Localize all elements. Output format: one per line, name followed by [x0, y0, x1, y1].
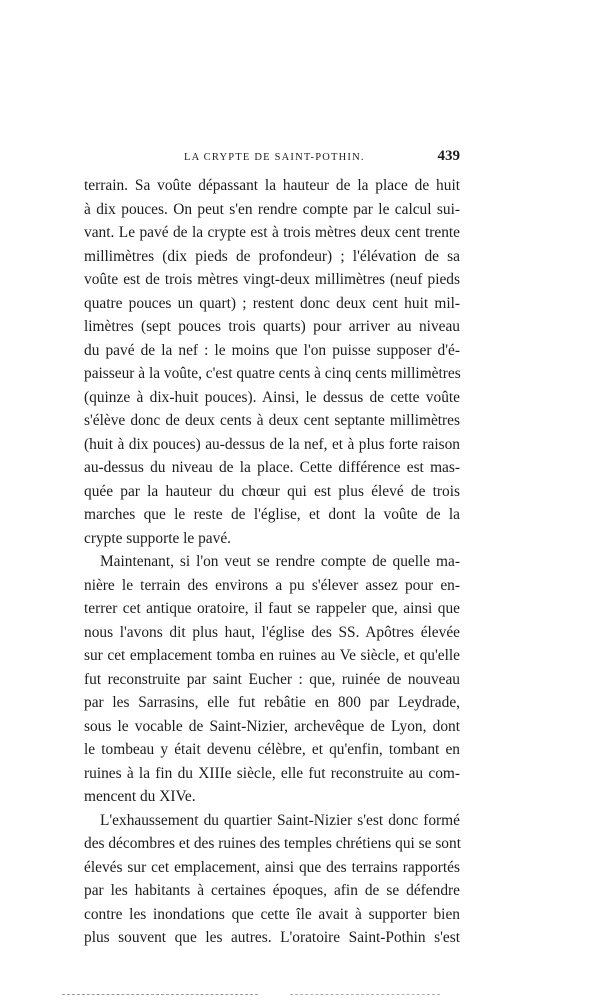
text-line: L'exhaussement du quartier Saint-Nizier s'est donc formé: [100, 811, 460, 829]
text-line: Maintenant, si l'on veut se rendre compte de quelle ma-: [100, 553, 460, 570]
text-line: sous le vocable de Saint-Nizier, archevêque de Lyon, dont: [84, 717, 460, 735]
text-line: mencent du XIVe.: [84, 788, 196, 805]
text-line: (quinze à dix-huit pouces). Ainsi, le dessus de cette voûte: [84, 388, 460, 406]
text-line: des décombres et des ruines des temples chrétiens qui se sont: [84, 835, 461, 852]
text-line: le tombeau y était devenu célèbre, et qu'enfin, tombant en: [84, 741, 460, 758]
text-line: au-dessus du niveau de la place. Cette différence est mas-: [84, 459, 460, 476]
text-line: contre les inondations que cette île avait à supporter bien: [84, 905, 460, 923]
text-line: s'élève donc de deux cents à deux cent septante millimètres: [84, 412, 460, 429]
text-line: sur cet emplacement tomba en ruines au Ve siècle, et qu'elle: [84, 647, 460, 664]
text-line: par les habitants à certaines époques, afin de se défendre: [84, 882, 460, 899]
text-line: millimètres (dix pieds de profondeur) ; l'élévation de sa: [84, 247, 460, 265]
text-line: élevés sur cet emplacement, ainsi que des terrains rapportés: [84, 858, 460, 876]
page-header: [84, 148, 460, 170]
text-line: voûte est de trois mètres vingt-deux millimètres (neuf pieds: [84, 271, 460, 288]
text-line: à dix pouces. On peut s'en rendre compte par le calcul sui-: [84, 200, 460, 218]
text-line: terrain. Sa voûte dépassant la hauteur de la place de huit: [84, 177, 460, 194]
page-edge-mark: [62, 994, 258, 995]
page-number: 439: [437, 148, 460, 164]
text-line: quée par la hauteur du chœur qui est plus élevé de trois: [84, 482, 460, 500]
text-line: vant. Le pavé de la crypte est à trois mètres deux cent trente: [84, 224, 460, 241]
text-line: plus souvent que les autres. L'oratoire Saint-Pothin s'est: [84, 929, 460, 946]
text-line: marches que le reste de l'église, et dont la voûte de la: [84, 506, 460, 523]
text-line: ruines à la fin du XIIIe siècle, elle fut reconstruite au com-: [84, 764, 460, 782]
body-text: [84, 174, 460, 950]
running-title: LA CRYPTE DE SAINT-POTHIN.: [184, 152, 365, 163]
page-edge-mark: [290, 994, 440, 995]
text-line: paisseur à la voûte, c'est quatre cents à cinq cents millimètres: [84, 365, 461, 382]
text-line: (huit à dix pouces) au-dessus de la nef, et à plus forte raison: [84, 435, 460, 453]
text-line: quatre pouces un quart) ; restent donc deux cent huit mil-: [84, 294, 460, 312]
text-line: terrer cet antique oratoire, il faut se rappeler que, ainsi que: [84, 600, 460, 617]
text-line: limètres (sept pouces trois quarts) pour arriver au niveau: [84, 318, 460, 335]
text-line: nière le terrain des environs a pu s'élever assez pour en-: [84, 576, 460, 594]
text-line: crypte supporte le pavé.: [84, 529, 232, 547]
text-line: du pavé de la nef : le moins que l'on puisse supposer d'é-: [84, 341, 460, 359]
text-line: nous l'avons dit plus haut, l'église des SS. Apôtres élevée: [84, 623, 460, 641]
text-line: fut reconstruite par saint Eucher : que, ruinée de nouveau: [84, 670, 460, 688]
text-line: par les Sarrasins, elle fut rebâtie en 800 par Leydrade,: [84, 694, 460, 711]
